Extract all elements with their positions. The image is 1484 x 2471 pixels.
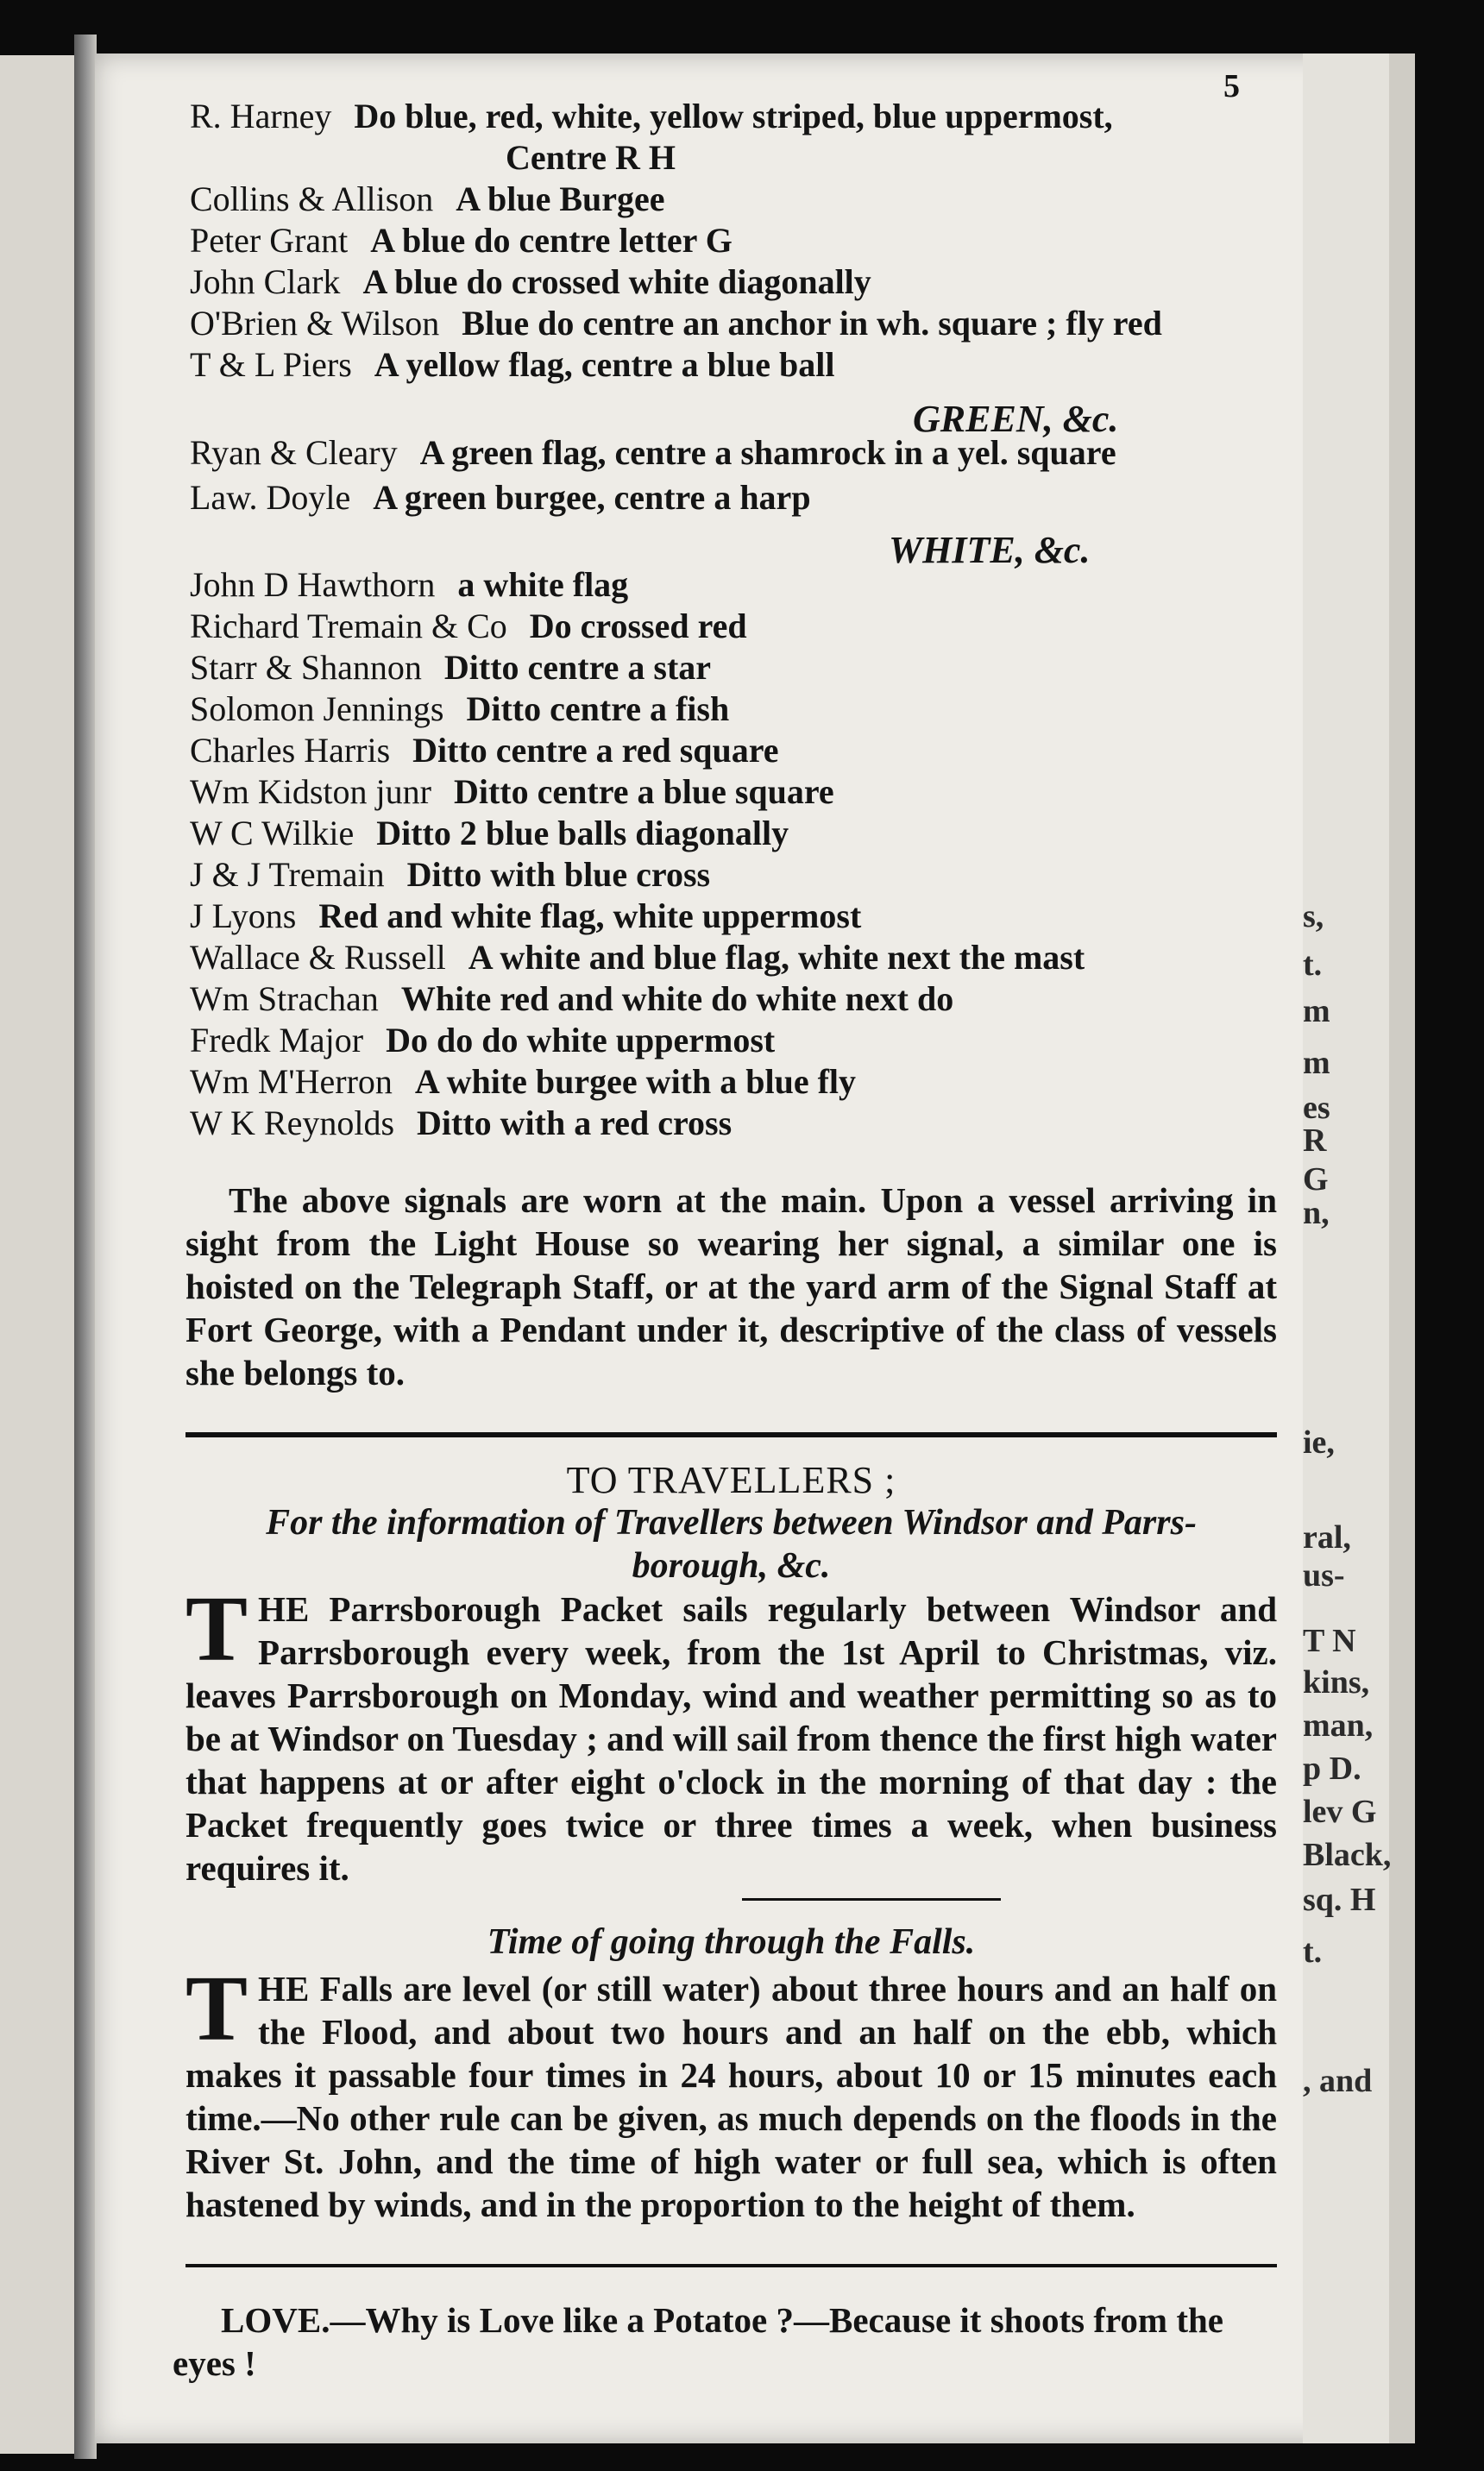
- signal-row: [190, 731, 779, 770]
- falls-title: Time of going through the Falls.: [487, 1922, 976, 1962]
- signal-row: [190, 478, 811, 518]
- signal-owner: John Clark: [190, 262, 341, 301]
- signal-row: [190, 1062, 856, 1102]
- divider-rule-bottom: [186, 2264, 1277, 2267]
- signal-description: Ditto centre a red square: [412, 731, 779, 770]
- short-rule: [742, 1898, 1001, 1901]
- signal-owner: W K Reynolds: [190, 1103, 395, 1142]
- white-heading: WHITE, &c.: [889, 529, 1091, 571]
- signal-owner: Ryan & Cleary: [190, 433, 398, 472]
- signal-owner: Richard Tremain & Co: [190, 607, 507, 645]
- signal-row: [190, 896, 861, 936]
- drop-cap: T: [186, 1578, 248, 1681]
- falls-body: HE Falls are level (or still water) about three hours and an half on the Flood, and about two hours and an half on the ebb, which makes it passable four times in 24 hours, about 10 or 15 minutes each time.—No other rule can be given, as much depends on the floods in the River St. John, and the time of high water or full sea, which is often hastened by winds, and in the proportion to the height of them.: [186, 1969, 1277, 2224]
- signal-owner: O'Brien & Wilson: [190, 304, 440, 343]
- signal-description: A white and blue flag, white next the mast: [468, 938, 1085, 977]
- signal-row: [190, 689, 729, 729]
- signal-description: A white burgee with a blue fly: [414, 1062, 857, 1101]
- bleed-fragment: T N: [1303, 1623, 1356, 1659]
- signal-row: [190, 855, 710, 895]
- bleed-fragment: R: [1303, 1122, 1327, 1159]
- signal-description: Blue do centre an anchor in wh. square ; fly red: [462, 304, 1162, 343]
- signal-owner: J Lyons: [190, 896, 297, 935]
- signal-row: [190, 345, 834, 385]
- signal-description: Do blue, red, white, yellow striped, blue uppermost,: [354, 97, 1113, 135]
- signal-owner: Wm Strachan: [190, 979, 379, 1018]
- signal-row: [190, 221, 733, 261]
- signals-note: The above signals are worn at the main. Upon a vessel arriving in sight from the Light House so wearing her signal, a similar one is hoisted on the Telegraph Staff, or at the yard arm of the Signal Staff at Fort George, with a Pendant under it, descriptive of the class of vessels she belongs to.: [186, 1180, 1277, 1393]
- signal-owner: Wallace & Russell: [190, 938, 446, 977]
- signal-description: White red and white do white next do: [400, 979, 954, 1018]
- signal-description: Ditto with blue cross: [406, 855, 711, 894]
- signal-owner: J & J Tremain: [190, 855, 385, 894]
- signal-row: [190, 1021, 775, 1060]
- bleed-fragment: , and: [1303, 2063, 1373, 2099]
- page-number: 5: [1223, 68, 1240, 104]
- signal-owner: Peter Grant: [190, 221, 349, 260]
- signal-owner: Wm M'Herron: [190, 1062, 393, 1101]
- falls-paragraph: [186, 1958, 1277, 2226]
- travellers-body: HE Parrsborough Packet sails regularly between Windsor and Parrsborough every week, from the 1st April to Christmas, viz. leaves Parrsborough on Monday, wind and weather permitting so as to be at Windsor on Tuesday ; and will sail from thence the first high water that happens at or after eight o'clock in the morning of that day : the Packet frequently goes twice or three times a week, when business requires it.: [186, 1589, 1277, 1888]
- travellers-subtitle-2: borough, &c.: [632, 1546, 831, 1586]
- signal-description: A green burgee, centre a harp: [373, 478, 811, 517]
- signal-owner: Starr & Shannon: [190, 648, 422, 687]
- signal-description: Ditto 2 blue balls diagonally: [376, 814, 789, 852]
- divider-rule: [186, 1432, 1277, 1437]
- bleed-fragment: us-: [1303, 1557, 1345, 1594]
- drop-cap: T: [186, 1958, 248, 2060]
- signal-row: [190, 304, 1162, 343]
- bleed-fragment: es: [1303, 1090, 1330, 1126]
- signal-row: [190, 772, 834, 812]
- travellers-subtitle-1: For the information of Travellers between Windsor and Parrs-: [266, 1503, 1197, 1543]
- signal-row: [483, 138, 676, 178]
- signal-row: [190, 607, 747, 646]
- signal-row: [190, 565, 628, 605]
- signal-description: Ditto centre a fish: [466, 689, 730, 728]
- bleed-fragment: sq. H: [1303, 1882, 1376, 1918]
- signal-description: Ditto centre a blue square: [453, 772, 834, 811]
- left-page-edge: [0, 55, 74, 2454]
- right-edge: [1389, 53, 1415, 2443]
- signal-description: Ditto with a red cross: [417, 1103, 733, 1142]
- signal-row: [190, 97, 1113, 136]
- bleed-fragment: t.: [1303, 946, 1323, 983]
- bleed-fragment: ie,: [1303, 1424, 1335, 1461]
- signal-owner: Law. Doyle: [190, 478, 351, 517]
- book-spine: [74, 35, 97, 2459]
- signal-owner: T & L Piers: [190, 345, 352, 384]
- signal-description: A green flag, centre a shamrock in a yel. square: [419, 433, 1116, 472]
- signal-description: Do crossed red: [529, 607, 747, 645]
- bleed-fragment: kins,: [1303, 1664, 1370, 1701]
- bleed-fragment: s,: [1303, 898, 1324, 934]
- signal-row: [190, 814, 789, 853]
- signal-owner: John D Hawthorn: [190, 565, 436, 604]
- bleed-fragment: m: [1303, 993, 1330, 1029]
- signal-description: Do do do white uppermost: [386, 1021, 776, 1059]
- signal-row: [190, 979, 953, 1019]
- signal-owner: W C Wilkie: [190, 814, 355, 852]
- bleed-fragment: ral,: [1303, 1519, 1351, 1556]
- signal-description: Red and white flag, white uppermost: [318, 896, 862, 935]
- signal-row: [190, 262, 871, 302]
- signal-description: a white flag: [457, 565, 629, 604]
- signal-owner: Fredk Major: [190, 1021, 364, 1059]
- bleed-fragment: n,: [1303, 1195, 1330, 1231]
- love-quip: LOVE.—Why is Love like a Potatoe ?—Because it shoots from the eyes !: [173, 2300, 1223, 2383]
- bleed-fragment: lev G: [1303, 1794, 1377, 1830]
- bleed-fragment: m: [1303, 1045, 1330, 1081]
- signal-row: [190, 938, 1085, 978]
- bleed-fragment: Black,: [1303, 1837, 1392, 1873]
- signal-owner: Charles Harris: [190, 731, 391, 770]
- signal-description: Ditto centre a star: [443, 648, 712, 687]
- signal-row: [190, 648, 711, 688]
- signal-description: A blue Burgee: [456, 179, 665, 218]
- signal-row: [190, 179, 665, 219]
- signal-owner: R. Harney: [190, 97, 332, 135]
- bleed-fragment: p D.: [1303, 1751, 1361, 1787]
- signal-description: A yellow flag, centre a blue ball: [374, 345, 835, 384]
- signal-owner: Solomon Jennings: [190, 689, 444, 728]
- travellers-paragraph: [186, 1578, 1277, 1889]
- signal-row: [190, 433, 1116, 473]
- bleed-fragment: G: [1303, 1161, 1329, 1198]
- signal-description: A blue do centre letter G: [370, 221, 733, 260]
- signal-description: A blue do crossed white diagonally: [362, 262, 871, 301]
- bleed-fragment: t.: [1303, 1933, 1323, 1970]
- signal-owner: Wm Kidston junr: [190, 772, 431, 811]
- green-heading: GREEN, &c.: [913, 398, 1119, 440]
- signal-description: Centre R H: [506, 138, 676, 177]
- bleed-fragment: man,: [1303, 1707, 1374, 1744]
- signal-owner: Collins & Allison: [190, 179, 434, 218]
- signal-row: [190, 1103, 732, 1143]
- travellers-title: TO TRAVELLERS ;: [566, 1459, 896, 1501]
